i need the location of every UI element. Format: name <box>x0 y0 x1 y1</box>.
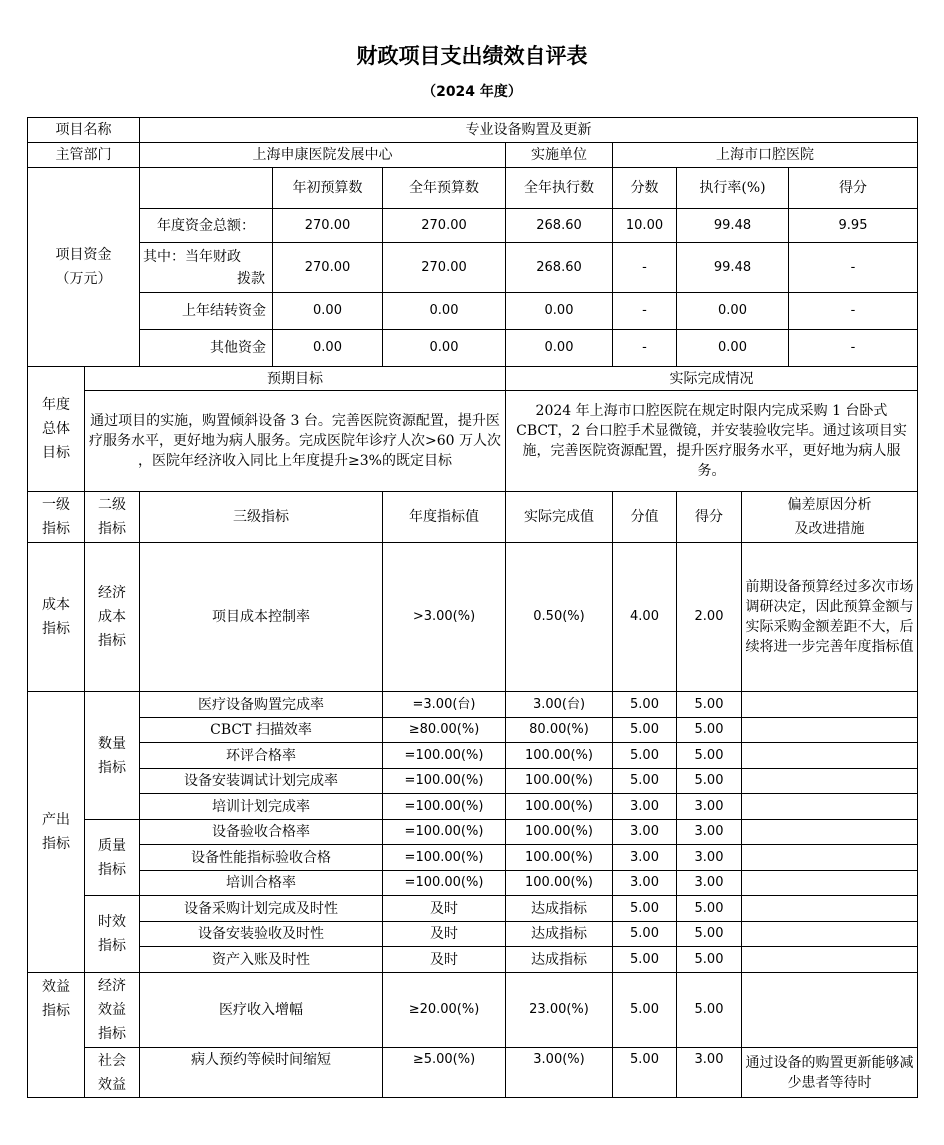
goals-label-line3: 目标 <box>42 445 70 461</box>
indicator-got: 5.00 <box>677 769 742 794</box>
indicator-name: 资产入账及时性 <box>140 947 383 973</box>
indicator-target: =100.00(%) <box>383 820 506 845</box>
funds-row <box>28 209 918 243</box>
benefit-row <box>28 973 918 1048</box>
funds-header: 得分 <box>789 168 918 209</box>
indicator-score: 5.00 <box>613 947 677 973</box>
cost-level2-line2: 成本 <box>98 609 126 625</box>
funds-cell: - <box>613 293 677 330</box>
goals-label-line2: 总体 <box>42 421 70 437</box>
actual-result-header: 实际完成情况 <box>506 367 918 391</box>
indicator-score: 5.00 <box>613 743 677 769</box>
indicator-score: 5.00 <box>613 692 677 718</box>
indicator-reason <box>742 692 918 718</box>
indicator-score: 3.00 <box>613 794 677 820</box>
social-benefit-level2 <box>85 1048 140 1098</box>
funds-cell: - <box>789 243 918 293</box>
actual-result-text: 2024 年上海市口腔医院在规定时限内完成采购 1 台卧式 CBCT，2 台口腔手术显微镜，并安装验收完毕。通过该项目实施，完善医院资源配置，提升医疗服务水平，更好地为病人服务。 <box>506 391 918 492</box>
indicator-target: =100.00(%) <box>383 743 506 769</box>
dept-label: 主管部门 <box>28 143 140 168</box>
expected-goal-header: 预期目标 <box>85 367 506 391</box>
indicator-name: 设备验收合格率 <box>140 820 383 845</box>
funds-cell: - <box>613 330 677 367</box>
funds-row <box>28 293 918 330</box>
indicator-actual: 100.00(%) <box>506 743 613 769</box>
indicator-reason <box>742 718 918 743</box>
got-header: 得分 <box>677 492 742 543</box>
funds-row-label-line2: 拨款 <box>237 270 265 287</box>
level1-header-line2: 指标 <box>42 521 70 537</box>
goals-header-row <box>28 367 918 391</box>
reason-header <box>742 492 918 543</box>
indicator-got: 3.00 <box>677 1048 742 1098</box>
indicator-target: ≥20.00(%) <box>383 973 506 1048</box>
econ-benefit-level2-line2: 效益 <box>98 1002 126 1018</box>
indicator-reason <box>742 947 918 973</box>
indicator-reason <box>742 769 918 794</box>
indicator-actual: 0.50(%) <box>506 543 613 692</box>
indicator-got: 5.00 <box>677 896 742 922</box>
indicator-name: 设备安装调试计划完成率 <box>140 769 383 794</box>
output-row <box>28 922 918 947</box>
page-title: 财政项目支出绩效自评表 <box>356 44 588 68</box>
indicator-score: 3.00 <box>613 845 677 871</box>
output-row <box>28 896 918 922</box>
indicator-score: 3.00 <box>613 820 677 845</box>
econ-benefit-level2 <box>85 973 140 1048</box>
indicator-target: 及时 <box>383 922 506 947</box>
cost-level1-line1: 成本 <box>42 597 70 613</box>
expected-goal-text: 通过项目的实施，购置倾斜设备 3 台。完善医院资源配置，提升医疗服务水平，更好地为病人服务。完成医院年诊疗人次>60 万人次 ，医院年经济收入同比上年度提升≥3%的既定目标 <box>85 391 506 492</box>
output-row <box>28 947 918 973</box>
quantity-level2-line1: 数量 <box>98 735 126 752</box>
indicator-target: ≥80.00(%) <box>383 718 506 743</box>
cost-level1-line2: 指标 <box>42 621 70 637</box>
social-benefit-level2-line1: 社会 <box>98 1052 126 1069</box>
indicator-target: =100.00(%) <box>383 769 506 794</box>
indicator-got: 5.00 <box>677 973 742 1048</box>
funds-cell: 0.00 <box>506 330 613 367</box>
indicator-actual: 100.00(%) <box>506 871 613 896</box>
indicator-reason <box>742 794 918 820</box>
cost-level2-line3: 指标 <box>98 633 126 649</box>
indicator-header-row <box>28 492 918 543</box>
funds-label <box>28 168 140 367</box>
indicator-score: 5.00 <box>613 769 677 794</box>
cost-indicator-row <box>28 543 918 692</box>
indicator-actual: 100.00(%) <box>506 794 613 820</box>
social-benefit-level2-line2: 效益 <box>98 1076 126 1093</box>
benefit-level1 <box>28 973 85 1098</box>
indicator-actual: 80.00(%) <box>506 718 613 743</box>
funds-cell: 268.60 <box>506 243 613 293</box>
level3-header: 三级指标 <box>140 492 383 543</box>
indicator-got: 5.00 <box>677 743 742 769</box>
goals-label <box>28 367 85 492</box>
indicator-actual: 达成指标 <box>506 947 613 973</box>
funds-cell: - <box>613 243 677 293</box>
funds-cell: 99.48 <box>677 209 789 243</box>
indicator-actual: 达成指标 <box>506 922 613 947</box>
output-row <box>28 871 918 896</box>
quality-level2-line1: 质量 <box>98 837 126 854</box>
funds-row-label-line1: 其中：当年财政 <box>143 248 241 265</box>
actual-header: 实际完成值 <box>506 492 613 543</box>
indicator-name: 病人预约等候时间缩短 <box>140 1048 383 1098</box>
benefit-row <box>28 1048 918 1098</box>
indicator-reason <box>742 820 918 845</box>
project-name-value: 专业设备购置及更新 <box>140 118 918 143</box>
quality-level2 <box>85 820 140 896</box>
funds-header: 全年预算数 <box>383 168 506 209</box>
indicator-actual: 达成指标 <box>506 896 613 922</box>
funds-header-blank <box>140 168 273 209</box>
funds-header: 执行率(%) <box>677 168 789 209</box>
indicator-name: 设备安装验收及时性 <box>140 922 383 947</box>
indicator-score: 3.00 <box>613 871 677 896</box>
indicator-reason <box>742 973 918 1048</box>
reason-header-line2: 及改进措施 <box>794 521 865 537</box>
funds-cell: 0.00 <box>506 293 613 330</box>
indicator-target: =3.00(台) <box>383 692 506 718</box>
funds-cell: 270.00 <box>273 209 383 243</box>
funds-label-line2: （万元） <box>55 271 112 287</box>
indicator-reason <box>742 845 918 871</box>
cost-reason: 前期设备预算经过多次市场调研决定，因此预算金额与实际采购金额差距不大，后续将进一步完善年度指标值 <box>742 543 918 692</box>
level2-header-line2: 指标 <box>98 521 126 537</box>
indicator-got: 5.00 <box>677 922 742 947</box>
indicator-name: CBCT 扫描效率 <box>140 718 383 743</box>
output-row <box>28 820 918 845</box>
econ-benefit-level2-line1: 经济 <box>98 978 126 994</box>
funds-row-label: 年度资金总额： <box>140 209 273 243</box>
funds-cell: 0.00 <box>383 330 506 367</box>
funds-cell: 268.60 <box>506 209 613 243</box>
indicator-actual: 3.00(%) <box>506 1048 613 1098</box>
indicator-actual: 23.00(%) <box>506 973 613 1048</box>
funds-cell: - <box>789 293 918 330</box>
indicator-score: 5.00 <box>613 922 677 947</box>
cost-level1 <box>28 543 85 692</box>
score-header: 分值 <box>613 492 677 543</box>
funds-row <box>28 243 918 293</box>
funds-cell: 0.00 <box>383 293 506 330</box>
indicator-name: 环评合格率 <box>140 743 383 769</box>
funds-cell: 270.00 <box>383 243 506 293</box>
evaluation-table <box>27 117 918 1098</box>
cost-level2-line1: 经济 <box>98 585 126 601</box>
time-level2-line2: 指标 <box>98 938 126 954</box>
indicator-got: 5.00 <box>677 947 742 973</box>
funds-row <box>28 330 918 367</box>
funds-cell: 99.48 <box>677 243 789 293</box>
time-level2-line1: 时效 <box>98 914 126 930</box>
funds-cell: 0.00 <box>677 330 789 367</box>
indicator-name: 培训合格率 <box>140 871 383 896</box>
indicator-name: 培训计划完成率 <box>140 794 383 820</box>
time-level2 <box>85 896 140 973</box>
quantity-level2 <box>85 692 140 820</box>
output-row <box>28 718 918 743</box>
funds-cell: 10.00 <box>613 209 677 243</box>
cost-level2 <box>85 543 140 692</box>
output-level1-line1: 产出 <box>42 812 70 828</box>
indicator-score: 5.00 <box>613 718 677 743</box>
page-subtitle: （2024 年度） <box>422 84 522 100</box>
impl-label: 实施单位 <box>506 143 613 168</box>
econ-benefit-level2-line3: 指标 <box>98 1026 126 1042</box>
output-row <box>28 743 918 769</box>
funds-header: 全年执行数 <box>506 168 613 209</box>
indicator-target: =100.00(%) <box>383 794 506 820</box>
output-row <box>28 769 918 794</box>
funds-header: 年初预算数 <box>273 168 383 209</box>
indicator-got: 3.00 <box>677 820 742 845</box>
level2-header-line1: 二级 <box>98 497 126 513</box>
indicator-target: =100.00(%) <box>383 845 506 871</box>
indicator-actual: 3.00(台) <box>506 692 613 718</box>
dept-row <box>28 143 918 168</box>
dept-value: 上海申康医院发展中心 <box>140 143 506 168</box>
output-level1-line2: 指标 <box>42 836 70 852</box>
indicator-name: 医疗设备购置完成率 <box>140 692 383 718</box>
reason-header-line1: 偏差原因分析 <box>787 497 872 513</box>
output-row <box>28 794 918 820</box>
indicator-reason <box>742 743 918 769</box>
indicator-name: 医疗收入增幅 <box>140 973 383 1048</box>
quantity-level2-line2: 指标 <box>98 759 126 776</box>
benefit-level1-line1: 效益 <box>42 979 70 995</box>
output-level1 <box>28 692 85 973</box>
indicator-reason <box>742 871 918 896</box>
indicator-actual: 100.00(%) <box>506 845 613 871</box>
level2-header <box>85 492 140 543</box>
benefit-level1-line2: 指标 <box>42 1003 70 1019</box>
output-row <box>28 845 918 871</box>
indicator-reason <box>742 896 918 922</box>
indicator-target: >3.00(%) <box>383 543 506 692</box>
social-reason: 通过设备的购置更新能够减少患者等待时 <box>742 1048 918 1098</box>
level1-header <box>28 492 85 543</box>
indicator-actual: 100.00(%) <box>506 820 613 845</box>
project-name-label: 项目名称 <box>28 118 140 143</box>
funds-cell: 0.00 <box>273 330 383 367</box>
indicator-score: 4.00 <box>613 543 677 692</box>
funds-row-label: 上年结转资金 <box>140 293 273 330</box>
funds-cell: - <box>789 330 918 367</box>
impl-value: 上海市口腔医院 <box>613 143 918 168</box>
indicator-got: 3.00 <box>677 845 742 871</box>
indicator-target: 及时 <box>383 947 506 973</box>
target-header: 年度指标值 <box>383 492 506 543</box>
indicator-got: 2.00 <box>677 543 742 692</box>
level1-header-line1: 一级 <box>42 497 70 513</box>
indicator-name: 设备采购计划完成及时性 <box>140 896 383 922</box>
funds-cell: 270.00 <box>383 209 506 243</box>
funds-cell: 0.00 <box>677 293 789 330</box>
output-row <box>28 692 918 718</box>
indicator-got: 3.00 <box>677 871 742 896</box>
funds-cell: 9.95 <box>789 209 918 243</box>
indicator-target: ≥5.00(%) <box>383 1048 506 1098</box>
indicator-actual: 100.00(%) <box>506 769 613 794</box>
funds-header-row <box>28 168 918 209</box>
indicator-target: =100.00(%) <box>383 871 506 896</box>
indicator-got: 5.00 <box>677 692 742 718</box>
indicator-reason <box>742 922 918 947</box>
indicator-target: 及时 <box>383 896 506 922</box>
indicator-name: 项目成本控制率 <box>140 543 383 692</box>
goals-text-row <box>28 391 918 492</box>
indicator-got: 5.00 <box>677 718 742 743</box>
quality-level2-line2: 指标 <box>98 861 126 878</box>
funds-row-label <box>140 243 273 293</box>
funds-cell: 270.00 <box>273 243 383 293</box>
indicator-got: 3.00 <box>677 794 742 820</box>
project-name-row <box>28 118 918 143</box>
goals-label-line1: 年度 <box>42 397 70 413</box>
indicator-score: 5.00 <box>613 896 677 922</box>
indicator-score: 5.00 <box>613 1048 677 1098</box>
indicator-score: 5.00 <box>613 973 677 1048</box>
funds-header: 分数 <box>613 168 677 209</box>
funds-row-label: 其他资金 <box>140 330 273 367</box>
funds-label-line1: 项目资金 <box>55 247 112 263</box>
indicator-name: 设备性能指标验收合格 <box>140 845 383 871</box>
funds-cell: 0.00 <box>273 293 383 330</box>
